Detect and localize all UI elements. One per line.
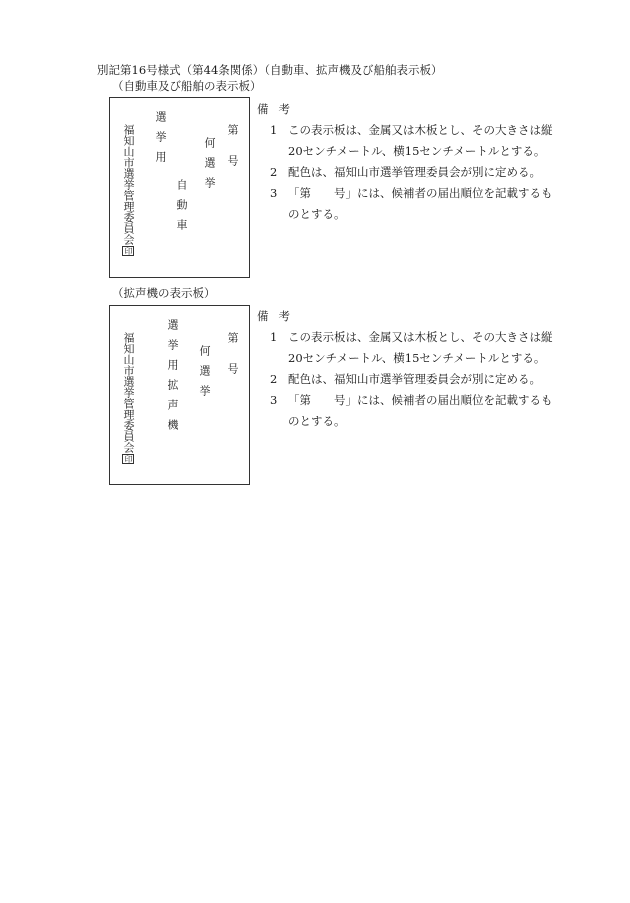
loudspeaker-sign-board xyxy=(109,305,250,485)
sign-nani-senkyo-column: 何選挙 xyxy=(203,137,216,197)
seal-mark: 印 xyxy=(124,455,133,463)
section2-remarks xyxy=(257,306,558,432)
sign-dai-gou-column: 第号 xyxy=(226,332,239,394)
section2-heading: （拡声機の表示板） xyxy=(112,286,216,300)
section1-heading: （自動車及び船舶の表示板） xyxy=(112,79,262,93)
remark-item: 2 配色は、福知山市選挙管理委員会が別に定める。 xyxy=(270,372,541,386)
sign-committee-name: 福知山市選挙管理委員会 xyxy=(122,124,135,245)
remarks-heading: 備考 xyxy=(257,102,300,116)
remark-item: 3 「第 号」には、候補者の届出順位を記載するものとする。 xyxy=(270,186,553,221)
sign-committee-name: 福知山市選挙管理委員会 xyxy=(122,332,135,453)
sign-committee-column xyxy=(122,332,134,464)
sign-jidousha-column: 自動車 xyxy=(175,179,188,239)
remark-item: 1 この表示板は、金属又は木板とし、その大きさは縦20センチメートル、横15センチメートルとする。 xyxy=(270,330,553,365)
sign-senkyo-column: 選挙用 xyxy=(154,111,167,171)
sign-senkyo-kakuseiki-column: 選挙用拡声機 xyxy=(166,319,179,439)
remark-item: 2 配色は、福知山市選挙管理委員会が別に定める。 xyxy=(270,165,541,179)
remark-item: 3 「第 号」には、候補者の届出順位を記載するものとする。 xyxy=(270,393,553,428)
seal-mark: 印 xyxy=(124,247,133,255)
section1-remarks xyxy=(257,99,558,225)
vehicle-ship-sign-board xyxy=(109,97,250,278)
sign-dai-gou-column: 第号 xyxy=(226,124,239,186)
form-title: 別記第16号様式（第44条関係）（自動車、拡声機及び船舶表示板） xyxy=(97,63,443,77)
remark-item: 1 この表示板は、金属又は木板とし、その大きさは縦20センチメートル、横15センチメートルとする。 xyxy=(270,123,553,158)
sign-committee-column xyxy=(122,124,134,256)
sign-nani-senkyo-column: 何選挙 xyxy=(198,345,211,405)
remarks-heading: 備考 xyxy=(257,309,300,323)
